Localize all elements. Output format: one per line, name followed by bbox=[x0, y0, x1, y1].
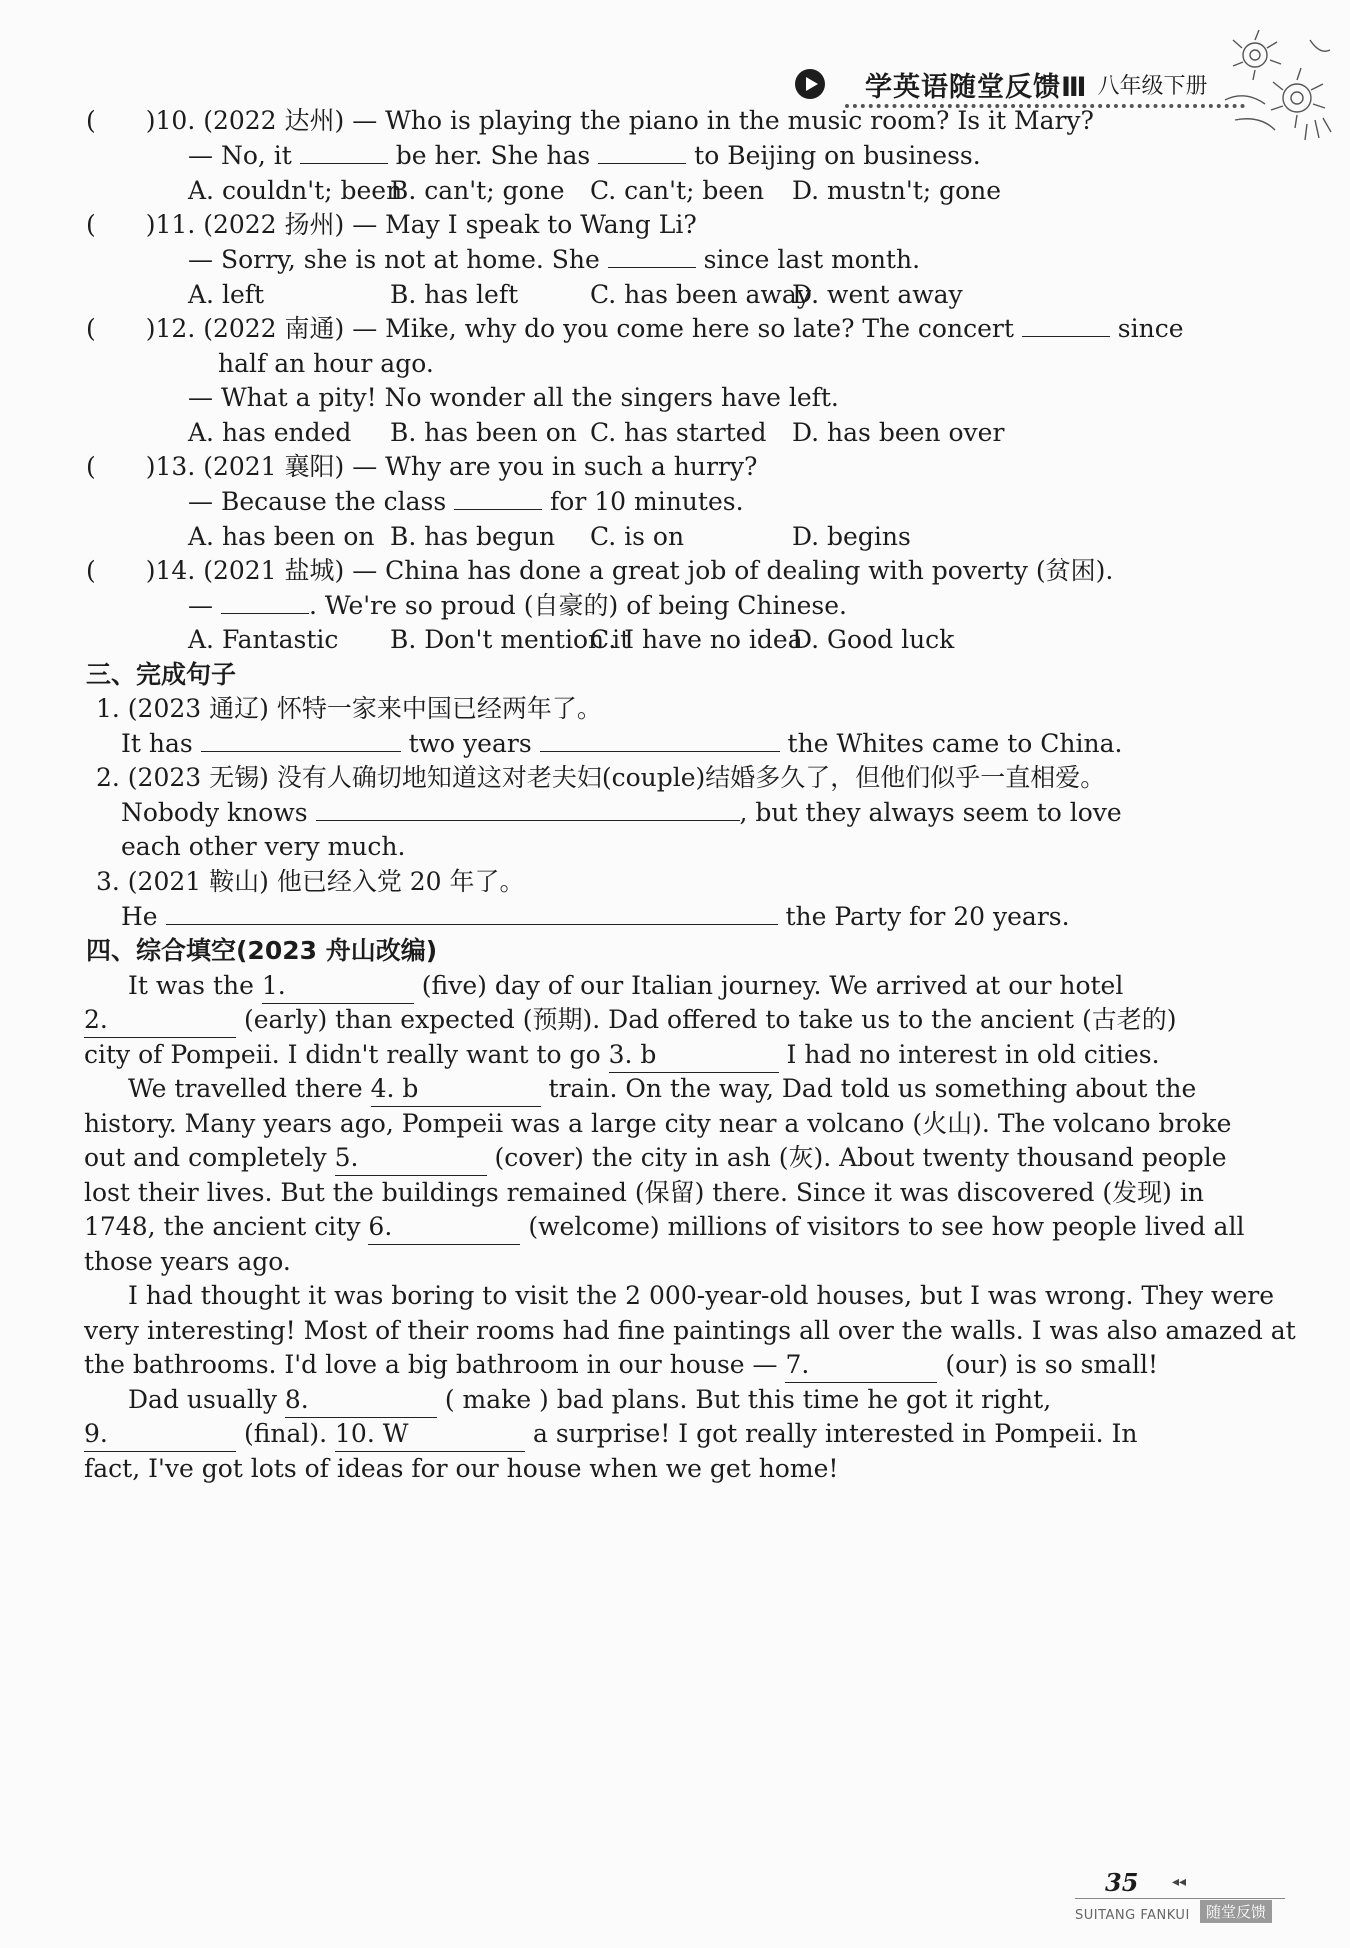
blank-4[interactable]: 4. b bbox=[371, 1072, 541, 1107]
option-b[interactable]: B. has begun bbox=[390, 522, 556, 551]
blank-8[interactable]: 8. bbox=[285, 1383, 437, 1418]
passage-line: Dad usually 8. ( make ) bad plans. But this time he got it right, bbox=[128, 1383, 1051, 1418]
answer-blank[interactable] bbox=[201, 727, 401, 752]
sentence-3-prompt: 3. (2021 鞍山) 他已经入党 20 年了。 bbox=[96, 867, 525, 896]
answer-blank[interactable] bbox=[540, 727, 780, 752]
passage-line: out and completely 5. (cover) the city in ash (灰). About twenty thousand people bbox=[84, 1141, 1227, 1176]
option-d[interactable]: D. went away bbox=[792, 280, 963, 309]
sentence-2-answer: Nobody knows , but they always seem to love bbox=[121, 798, 1122, 827]
question-10-dialogue: — No, it be her. She has to Beijing on business. bbox=[188, 141, 981, 170]
blank-7[interactable]: 7. bbox=[785, 1348, 937, 1383]
option-a[interactable]: A. has been on bbox=[188, 522, 375, 551]
option-d[interactable]: D. mustn't; gone bbox=[792, 176, 1002, 205]
passage-line: those years ago. bbox=[84, 1247, 291, 1276]
option-b[interactable]: B. has left bbox=[390, 280, 519, 309]
option-a[interactable]: A. couldn't; been bbox=[188, 176, 403, 205]
question-13: ( )13. (2021 襄阳) — Why are you in such a hurry? bbox=[86, 452, 758, 481]
option-d[interactable]: D. begins bbox=[792, 522, 911, 551]
blank-10[interactable]: 10. W bbox=[335, 1417, 525, 1452]
option-c[interactable]: C. is on bbox=[590, 522, 685, 551]
play-icon bbox=[795, 69, 825, 99]
blank-1[interactable]: 1. bbox=[262, 969, 414, 1004]
answer-blank[interactable] bbox=[454, 485, 542, 510]
sentence-1-prompt: 1. (2023 通辽) 怀特一家来中国已经两年了。 bbox=[96, 694, 602, 723]
book-subtitle: 八年级下册 bbox=[1097, 73, 1208, 99]
option-d[interactable]: D. Good luck bbox=[792, 625, 955, 654]
answer-blank[interactable] bbox=[1022, 312, 1110, 337]
option-c[interactable]: C. I have no idea bbox=[590, 625, 803, 654]
page-header bbox=[795, 60, 1208, 108]
passage-line: It was the 1. (five) day of our Italian journey. We arrived at our hotel bbox=[128, 969, 1123, 1004]
question-11-dialogue: — Sorry, she is not at home. She since last month. bbox=[188, 245, 921, 274]
question-14: ( )14. (2021 盐城) — China has done a great job of dealing with poverty (贫困). bbox=[86, 556, 1114, 585]
answer-blank[interactable] bbox=[221, 589, 309, 614]
option-a[interactable]: A. has ended bbox=[188, 418, 352, 447]
option-a[interactable]: A. Fantastic bbox=[188, 625, 339, 654]
option-c[interactable]: C. can't; been bbox=[590, 176, 765, 205]
sentence-2-prompt: 2. (2023 无锡) 没有人确切地知道这对老夫妇(couple)结婚多久了，但他们似乎一直相爱。 bbox=[96, 763, 1106, 792]
footer-rule bbox=[1075, 1898, 1285, 1899]
book-title: 学英语随堂反馈Ⅲ bbox=[865, 71, 1088, 103]
passage-line: 1748, the ancient city 6. (welcome) millions of visitors to see how people lived all bbox=[84, 1210, 1244, 1245]
passage-line: 2. (early) than expected (预期). Dad offered to take us to the ancient (古老的) bbox=[84, 1003, 1176, 1038]
page-number: 35 bbox=[1105, 1868, 1139, 1897]
footer-badge: 随堂反馈 bbox=[1200, 1900, 1272, 1923]
sentence-2-continued: each other very much. bbox=[121, 832, 406, 861]
question-12-dialogue: — What a pity! No wonder all the singers have left. bbox=[188, 383, 839, 412]
question-11: ( )11. (2022 扬州) — May I speak to Wang Li? bbox=[86, 210, 697, 239]
option-b[interactable]: B. has been on bbox=[390, 418, 577, 447]
footer-series-name: SUITANG FANKUI bbox=[1075, 1908, 1190, 1923]
option-c[interactable]: C. has started bbox=[590, 418, 767, 447]
section-4-title: 四、综合填空(2023 舟山改编) bbox=[86, 936, 438, 965]
section-3-title: 三、完成句子 bbox=[86, 660, 237, 689]
question-12-continued: half an hour ago. bbox=[218, 349, 434, 378]
flower-decoration-icon bbox=[1215, 20, 1340, 145]
passage-line: fact, I've got lots of ideas for our house when we get home! bbox=[84, 1454, 839, 1483]
passage-line: 9. (final). 10. W a surprise! I got really interested in Pompeii. In bbox=[84, 1417, 1137, 1452]
answer-blank[interactable] bbox=[316, 796, 740, 821]
blank-2[interactable]: 2. bbox=[84, 1003, 236, 1038]
answer-blank[interactable] bbox=[598, 139, 686, 164]
passage-line: city of Pompeii. I didn't really want to go 3. b I had no interest in old cities. bbox=[84, 1038, 1160, 1073]
blank-6[interactable]: 6. bbox=[368, 1210, 520, 1245]
passage-line: very interesting! Most of their rooms had fine paintings all over the walls. I was also amazed at bbox=[84, 1316, 1296, 1345]
option-b[interactable]: B. can't; gone bbox=[390, 176, 565, 205]
option-b[interactable]: B. Don't mention it bbox=[390, 625, 631, 654]
passage-line: history. Many years ago, Pompeii was a large city near a volcano (火山). The volcano broke bbox=[84, 1109, 1232, 1138]
option-d[interactable]: D. has been over bbox=[792, 418, 1005, 447]
sentence-1-answer: It has two years the Whites came to China. bbox=[121, 729, 1123, 758]
question-14-dialogue: — . We're so proud (自豪的) of being Chinese. bbox=[188, 591, 847, 620]
double-arrow-icon: ◂◂ bbox=[1172, 1874, 1187, 1890]
passage-line: the bathrooms. I'd love a big bathroom in our house — 7. (our) is so small! bbox=[84, 1348, 1158, 1383]
question-12: ( )12. (2022 南通) — Mike, why do you come here so late? The concert since bbox=[86, 314, 1184, 343]
passage-line: lost their lives. But the buildings remained (保留) there. Since it was discovered (发现) in bbox=[84, 1178, 1204, 1207]
blank-5[interactable]: 5. bbox=[335, 1141, 487, 1176]
blank-9[interactable]: 9. bbox=[84, 1417, 236, 1452]
blank-3[interactable]: 3. b bbox=[609, 1038, 779, 1073]
option-c[interactable]: C. has been away bbox=[590, 280, 811, 309]
passage-line: I had thought it was boring to visit the 2 000-year-old houses, but I was wrong. They were bbox=[128, 1281, 1274, 1310]
option-a[interactable]: A. left bbox=[188, 280, 265, 309]
question-10: ( )10. (2022 达州) — Who is playing the piano in the music room? Is it Mary? bbox=[86, 106, 1094, 135]
answer-blank[interactable] bbox=[300, 139, 388, 164]
answer-blank[interactable] bbox=[166, 900, 778, 925]
sentence-3-answer: He the Party for 20 years. bbox=[121, 902, 1070, 931]
passage-line: We travelled there 4. b train. On the way, Dad told us something about the bbox=[128, 1072, 1196, 1107]
answer-blank[interactable] bbox=[608, 243, 696, 268]
question-13-dialogue: — Because the class for 10 minutes. bbox=[188, 487, 744, 516]
